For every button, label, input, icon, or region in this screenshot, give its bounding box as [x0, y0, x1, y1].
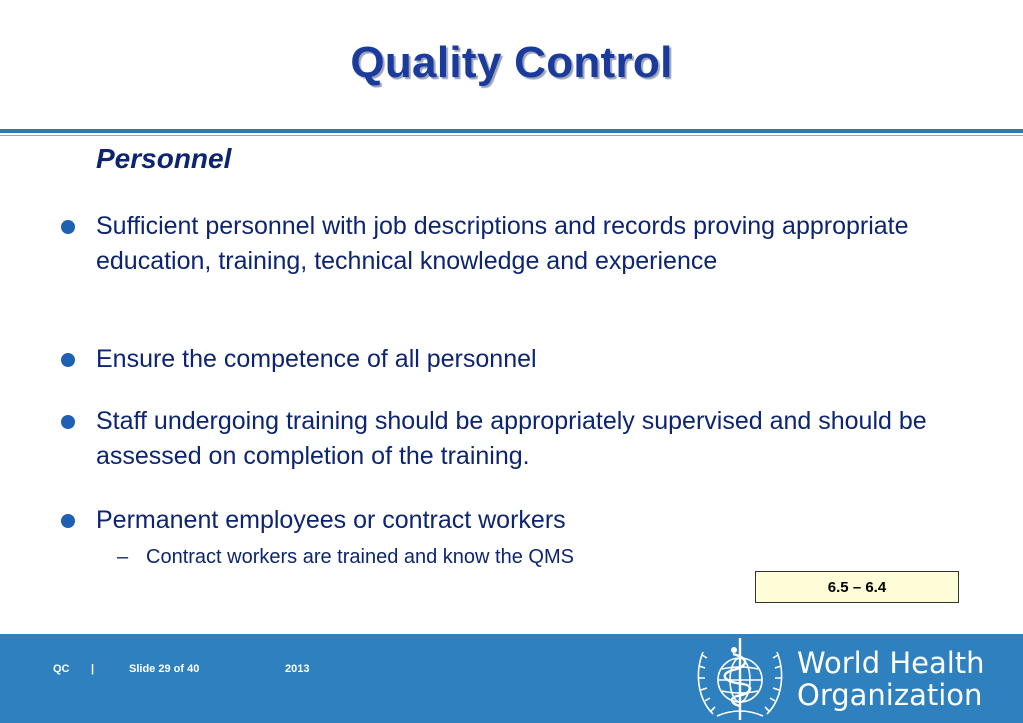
- bullet-text: Staff undergoing training should be appropriately supervised and should be assessed on completion of the training.: [96, 407, 927, 470]
- slide-title: Quality Control: [350, 38, 673, 87]
- bullet-text: Ensure the competence of all personnel: [96, 345, 537, 373]
- bullet-dot: [61, 220, 75, 234]
- org-name-line2: Organization: [797, 678, 983, 712]
- title-divider-thin: [0, 135, 1023, 136]
- section-subheading: Personnel: [96, 143, 232, 174]
- title-divider: [0, 129, 1023, 133]
- bullet-text: Sufficient personnel with job descriptions and records proving appropriate education, training, technical knowledge and experience: [96, 212, 909, 275]
- footer-slide-number: Slide 29 of 40: [129, 663, 200, 675]
- who-emblem-icon: [693, 632, 787, 723]
- bullet-dot: [61, 514, 75, 528]
- footer-year: 2013: [285, 663, 310, 675]
- footer-section: QC: [53, 663, 70, 675]
- bullet-dot: [61, 353, 75, 367]
- bullet-text: Permanent employees or contract workers: [96, 506, 566, 534]
- bullet-dot: [61, 415, 75, 429]
- reference-box: 6.5 – 6.4: [755, 571, 959, 603]
- sub-bullet-marker: –: [117, 546, 129, 568]
- footer-separator: |: [91, 663, 95, 675]
- org-name-line1: World Health: [797, 646, 985, 680]
- sub-bullet-text: Contract workers are trained and know the QMS: [146, 546, 574, 568]
